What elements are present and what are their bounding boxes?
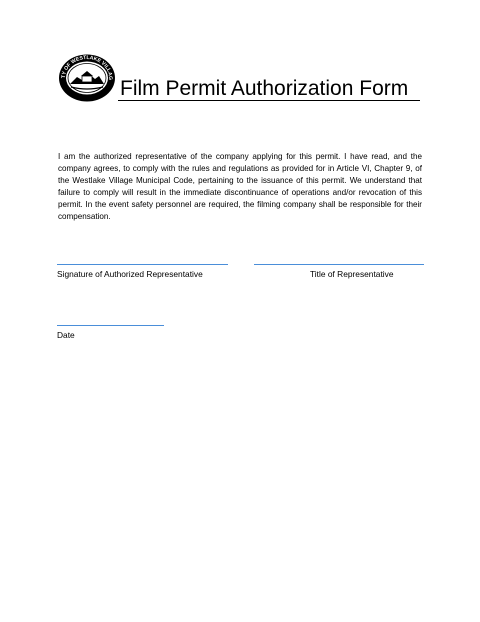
authorization-statement: I am the authorized representative of the company applying for this permit. I have read, and the company agrees, to comply with the rules and regulations as provided for in Article VI, Chapter 9, of the Westlake Village Municipal Code, pertaining to the issuance of this permit. We understand that failure to comply will result in the immediate discontinuance of operations and/or revocation of this permit. In the event safety personnel are required, the filming company shall be responsible for their compensation. — [58, 152, 422, 222]
city-seal-logo — [58, 53, 116, 103]
signature-line[interactable] — [57, 264, 228, 265]
seal-text: TY OF WESTLAKE VILLAG — [60, 54, 114, 81]
title-of-representative-label: Title of Representative — [310, 269, 394, 279]
date-line[interactable] — [57, 325, 164, 326]
date-label: Date — [57, 330, 75, 340]
page-title: Film Permit Authorization Form — [120, 77, 409, 100]
signature-label: Signature of Authorized Representative — [57, 269, 203, 279]
title-line[interactable] — [254, 264, 424, 265]
title-underline — [118, 100, 420, 101]
